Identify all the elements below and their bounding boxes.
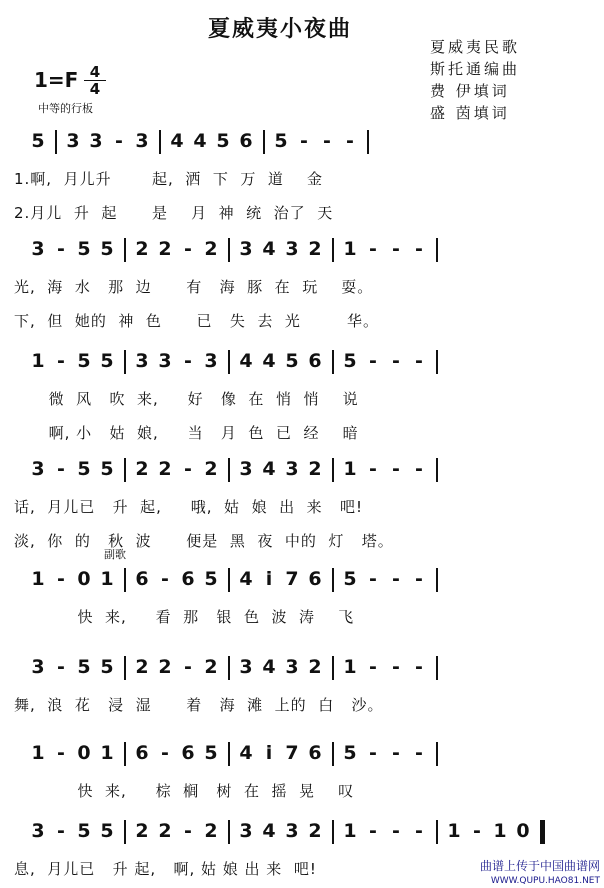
note: 2 bbox=[135, 238, 149, 260]
note: - bbox=[115, 130, 123, 152]
note: 5 bbox=[100, 656, 114, 678]
note: - bbox=[369, 656, 377, 678]
note: 5 bbox=[77, 656, 91, 678]
notation-row bbox=[0, 656, 600, 682]
barline bbox=[228, 458, 230, 482]
credit-origin: 夏威夷民歌 bbox=[430, 38, 521, 56]
note: 3 bbox=[31, 238, 45, 260]
note: 4 bbox=[170, 130, 184, 152]
note: 1 bbox=[343, 656, 357, 678]
note: 5 bbox=[343, 742, 357, 764]
note: 5 bbox=[77, 820, 91, 842]
lyric-line: 舞, 浪 花 浸 湿 着 海 滩 上的 白 沙。 bbox=[14, 696, 384, 714]
note: - bbox=[369, 350, 377, 372]
note: 3 bbox=[239, 458, 253, 480]
note: 2 bbox=[204, 656, 218, 678]
note: 4 bbox=[262, 238, 276, 260]
note: - bbox=[323, 130, 331, 152]
note: 5 bbox=[216, 130, 230, 152]
note: - bbox=[161, 742, 169, 764]
note: 6 bbox=[308, 742, 322, 764]
lyric-line: 2.月儿 升 起 是 月 神 统 治了 天 bbox=[14, 204, 334, 222]
note: - bbox=[392, 568, 400, 590]
note: 3 bbox=[239, 238, 253, 260]
barline bbox=[332, 820, 334, 844]
barline bbox=[332, 568, 334, 592]
note: 6 bbox=[181, 742, 195, 764]
lyric-line: 快 来, 看 那 银 色 波 涛 飞 bbox=[14, 608, 355, 626]
note: - bbox=[369, 458, 377, 480]
note: 6 bbox=[135, 568, 149, 590]
barline bbox=[228, 820, 230, 844]
note: - bbox=[57, 458, 65, 480]
note: 2 bbox=[158, 458, 172, 480]
note: - bbox=[57, 238, 65, 260]
barline bbox=[332, 742, 334, 766]
note: 3 bbox=[285, 656, 299, 678]
note: 2 bbox=[204, 820, 218, 842]
lyric-line: 话, 月儿已 升 起, 哦, 姑 娘 出 来 吧! bbox=[14, 498, 363, 516]
note: 6 bbox=[239, 130, 253, 152]
notation-row bbox=[0, 130, 600, 156]
note: 5 bbox=[77, 458, 91, 480]
note: 7 bbox=[285, 568, 299, 590]
notation-row bbox=[0, 458, 600, 484]
note: - bbox=[57, 350, 65, 372]
note: 5 bbox=[100, 458, 114, 480]
end-barline bbox=[436, 568, 438, 592]
note: 3 bbox=[135, 350, 149, 372]
note: - bbox=[57, 742, 65, 764]
lyric-line: 1.啊, 月儿升 起, 洒 下 万 道 金 bbox=[14, 170, 323, 188]
note: 5 bbox=[100, 820, 114, 842]
barline bbox=[228, 742, 230, 766]
note: - bbox=[369, 820, 377, 842]
note: - bbox=[392, 742, 400, 764]
note: - bbox=[415, 350, 423, 372]
note: 5 bbox=[100, 350, 114, 372]
note: 2 bbox=[135, 820, 149, 842]
note: 3 bbox=[239, 820, 253, 842]
note: - bbox=[57, 568, 65, 590]
note: 6 bbox=[308, 350, 322, 372]
chorus-label: 副歌 bbox=[104, 548, 126, 561]
barline bbox=[436, 820, 438, 844]
note: 3 bbox=[285, 458, 299, 480]
note: 1 bbox=[343, 238, 357, 260]
meter-top: 4 bbox=[89, 63, 101, 81]
lyric-line: 微 风 吹 来, 好 像 在 悄 悄 说 bbox=[14, 390, 359, 408]
note: i bbox=[265, 568, 273, 590]
note: 4 bbox=[239, 568, 253, 590]
note: 2 bbox=[135, 656, 149, 678]
note: 5 bbox=[77, 238, 91, 260]
note: 2 bbox=[204, 238, 218, 260]
note: 2 bbox=[308, 820, 322, 842]
notation-row bbox=[0, 350, 600, 376]
note: - bbox=[473, 820, 481, 842]
credit-lyricist-1: 费 伊填词 bbox=[430, 82, 510, 100]
note: 3 bbox=[204, 350, 218, 372]
note: 3 bbox=[66, 130, 80, 152]
note: 4 bbox=[262, 820, 276, 842]
note: - bbox=[415, 238, 423, 260]
end-barline bbox=[436, 458, 438, 482]
barline bbox=[228, 568, 230, 592]
note: - bbox=[392, 350, 400, 372]
note: 2 bbox=[158, 238, 172, 260]
note: 2 bbox=[204, 458, 218, 480]
note: 2 bbox=[308, 238, 322, 260]
lyric-line: 息, 月儿已 升 起, 啊, 姑 娘 出 来 吧! bbox=[14, 860, 317, 878]
note: 2 bbox=[135, 458, 149, 480]
note: - bbox=[369, 742, 377, 764]
note: - bbox=[392, 820, 400, 842]
notation-row bbox=[0, 820, 600, 846]
note: 2 bbox=[308, 656, 322, 678]
note: 5 bbox=[204, 742, 218, 764]
note: 0 bbox=[77, 742, 91, 764]
barline bbox=[263, 130, 265, 154]
end-barline bbox=[367, 130, 369, 154]
notation-row bbox=[0, 238, 600, 264]
lyric-line: 啊, 小 姑 娘, 当 月 色 已 经 暗 bbox=[14, 424, 359, 442]
note: 3 bbox=[285, 820, 299, 842]
barline bbox=[228, 656, 230, 680]
note: 3 bbox=[285, 238, 299, 260]
note: 2 bbox=[308, 458, 322, 480]
note: 1 bbox=[31, 568, 45, 590]
note: 1 bbox=[100, 742, 114, 764]
note: 3 bbox=[31, 656, 45, 678]
barline bbox=[55, 130, 57, 154]
note: - bbox=[161, 568, 169, 590]
note: 1 bbox=[343, 458, 357, 480]
note: 5 bbox=[274, 130, 288, 152]
note: - bbox=[369, 568, 377, 590]
note: 2 bbox=[158, 656, 172, 678]
note: 3 bbox=[31, 458, 45, 480]
note: 4 bbox=[239, 742, 253, 764]
credit-lyricist-2: 盛 茵填词 bbox=[430, 104, 510, 122]
barline bbox=[124, 656, 126, 680]
note: - bbox=[184, 820, 192, 842]
note: 1 bbox=[343, 820, 357, 842]
note: 3 bbox=[239, 656, 253, 678]
notation-row bbox=[0, 742, 600, 768]
song-title: 夏威夷小夜曲 bbox=[207, 17, 352, 42]
barline bbox=[124, 568, 126, 592]
note: 7 bbox=[285, 742, 299, 764]
note: - bbox=[57, 656, 65, 678]
note: - bbox=[415, 742, 423, 764]
note: - bbox=[346, 130, 354, 152]
note: - bbox=[57, 820, 65, 842]
barline bbox=[124, 350, 126, 374]
note: 3 bbox=[158, 350, 172, 372]
meter-bottom: 4 bbox=[84, 80, 106, 97]
note: - bbox=[184, 238, 192, 260]
note: - bbox=[369, 238, 377, 260]
note: 5 bbox=[100, 238, 114, 260]
note: 5 bbox=[31, 130, 45, 152]
barline bbox=[332, 656, 334, 680]
note: 5 bbox=[343, 350, 357, 372]
note: 1 bbox=[493, 820, 507, 842]
note: 5 bbox=[204, 568, 218, 590]
note: 5 bbox=[77, 350, 91, 372]
lyric-line: 淡, 你 的 秋 波 便是 黑 夜 中的 灯 塔。 bbox=[14, 532, 394, 550]
note: 1 bbox=[447, 820, 461, 842]
notation-row bbox=[0, 568, 600, 594]
barline bbox=[159, 130, 161, 154]
note: - bbox=[184, 656, 192, 678]
note: 4 bbox=[262, 458, 276, 480]
credit-arranger: 斯托通编曲 bbox=[430, 60, 521, 78]
note: - bbox=[392, 458, 400, 480]
note: 2 bbox=[158, 820, 172, 842]
note: 4 bbox=[239, 350, 253, 372]
note: - bbox=[415, 568, 423, 590]
note: - bbox=[415, 458, 423, 480]
note: 1 bbox=[31, 350, 45, 372]
end-barline bbox=[436, 742, 438, 766]
end-barline bbox=[540, 820, 545, 844]
note: 6 bbox=[135, 742, 149, 764]
note: i bbox=[265, 742, 273, 764]
note: - bbox=[392, 238, 400, 260]
note: 5 bbox=[343, 568, 357, 590]
barline bbox=[228, 350, 230, 374]
note: 6 bbox=[308, 568, 322, 590]
note: - bbox=[184, 458, 192, 480]
end-barline bbox=[436, 238, 438, 262]
time-signature bbox=[84, 64, 106, 97]
barline bbox=[124, 820, 126, 844]
lyric-line: 光, 海 水 那 边 有 海 豚 在 玩 耍。 bbox=[14, 278, 374, 296]
note: 4 bbox=[193, 130, 207, 152]
note: 1 bbox=[100, 568, 114, 590]
note: 6 bbox=[181, 568, 195, 590]
barline bbox=[332, 350, 334, 374]
barline bbox=[124, 458, 126, 482]
barline bbox=[124, 238, 126, 262]
note: - bbox=[415, 820, 423, 842]
note: 3 bbox=[31, 820, 45, 842]
end-barline bbox=[436, 350, 438, 374]
note: - bbox=[184, 350, 192, 372]
note: 0 bbox=[516, 820, 530, 842]
barline bbox=[332, 238, 334, 262]
tempo-marking: 中等的行板 bbox=[38, 102, 93, 115]
note: 4 bbox=[262, 656, 276, 678]
site-url: WWW.QUPU.HAO81.NET bbox=[490, 876, 600, 886]
site-watermark: 曲谱上传于中国曲谱网 bbox=[479, 859, 600, 873]
note: 5 bbox=[285, 350, 299, 372]
note: 3 bbox=[89, 130, 103, 152]
lyric-line: 下, 但 她的 神 色 已 失 去 光 华。 bbox=[14, 312, 380, 330]
note: - bbox=[300, 130, 308, 152]
note: 1 bbox=[31, 742, 45, 764]
lyric-line: 快 来, 棕 榈 树 在 摇 晃 叹 bbox=[14, 782, 355, 800]
key-signature: 1=F bbox=[34, 68, 79, 92]
barline bbox=[332, 458, 334, 482]
end-barline bbox=[436, 656, 438, 680]
barline bbox=[124, 742, 126, 766]
note: 4 bbox=[262, 350, 276, 372]
barline bbox=[228, 238, 230, 262]
note: 0 bbox=[77, 568, 91, 590]
note: 3 bbox=[135, 130, 149, 152]
note: - bbox=[415, 656, 423, 678]
note: - bbox=[392, 656, 400, 678]
